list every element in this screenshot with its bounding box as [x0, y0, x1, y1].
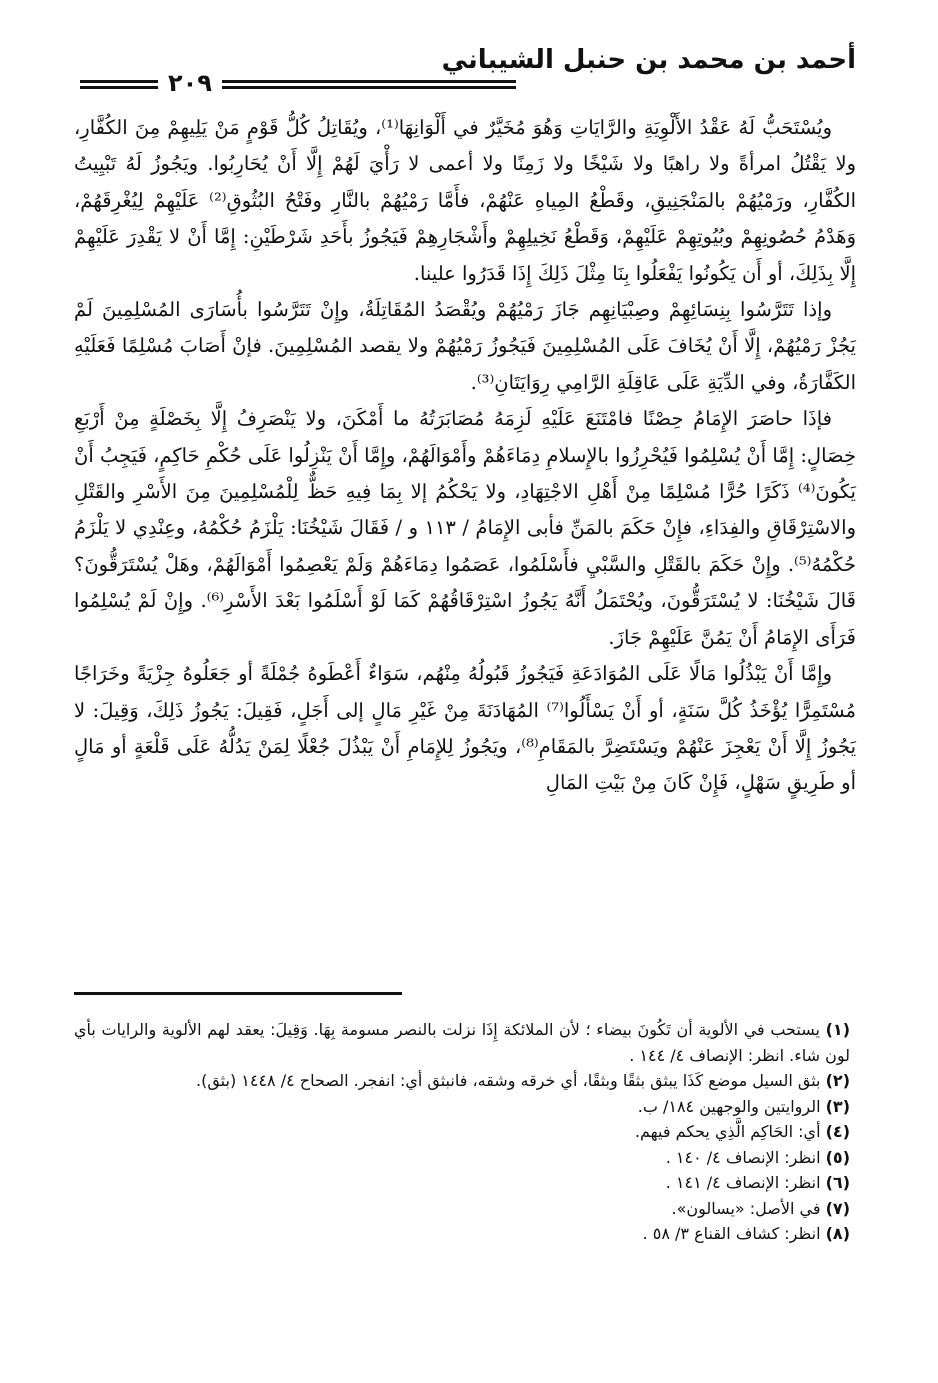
header-rule-line-top [80, 80, 516, 83]
running-title: أحمد بن محمد بن حنبل الشيباني [441, 45, 856, 75]
paragraph: وإِمَّا أَنْ يَبْذُلُوا مَالًا عَلَى المُوَادَعَةِ فَيَجُوزُ قَبُولُهُ مِنْهُم، سَوَاءٌ أَعْطَوهُ جُمْلَةً أو جَعَلُوهُ جِزْيَةً وخَرَاجًا مُسْتَمِرًّا يُؤْخَذُ كُلَّ سَنَةٍ، أو أَنْ يَسْأَلُوا⁽⁷⁾ المُهَادَنَةَ مِنْ غَيْرِ مَالٍ إلى أَجَلٍ، فَقِيلَ: يَجُوزُ ذَلِكَ، وَقِيلَ: لا يَجُوزُ إِلَّا أَنْ يَعْجِزَ عَنْهُمْ ويَسْتَضِرَّ بالمَقَامِ⁽⁸⁾، ويَجُوزُ لِلإِمَامِ أَنْ يَبْذُلَ جُعْلًا لِمَنْ يَدُلُّهُ عَلَى قَلْعَةٍ أو مَالٍ أو طَرِيقٍ سَهْلٍ، فَإِنْ كَانَ مِنْ بَيْتِ المَالِ [74, 662, 857, 795]
footnote [74, 1196, 856, 1222]
footnote-separator [74, 992, 402, 995]
footnote-number: (٥) [825, 1147, 850, 1167]
book-page [74, 40, 857, 1243]
paragraph: وإذا تَتَرَّسُوا بِنِسَائِهِمْ وصِبْيَانِهِم جَازَ رَمْيُهُمْ ويُقْصَدُ المُقَاتِلَةُ، وإِنْ تَتَرَّسُوا بأُسَارَى المُسْلِمِينَ لَمْ يَجُزْ رَمْيُهُمْ، إِلَّا أَنْ يُخَافَ عَلَى المُسْلِمِينَ فَيَجُوزُ رَمْيُهُمْ ولا يقصد المُسْلِمِينَ. فإنْ أَصَابَ مُسْلِمًا فَعَلَيْهِ الكَفَّارَةُ، وفي الدِّيَةِ عَلَى عَاقِلَةِ الرَّامِي رِوَايَتَانِ⁽³⁾. [74, 298, 856, 394]
paragraph: ويُسْتَحَبُّ لَهُ عَقْدُ الأَلْوِيَةِ والرَّايَاتِ وَهُوَ مُخَيَّرٌ في أَلْوَانِهَا⁽¹⁾، ويُقَاتِلُ كُلُّ قَوْمٍ مَنْ يَلِيهِمْ مِنَ الكُفَّارِ، ولا يَقْتُلُ امرأةً ولا راهبًا ولا شَيْخًا ولا زَمِنًا ولا أعمى لا رَأْيَ لَهُمْ إِلَّا أَنْ يُحَارِبُوا. ويَجُوزُ لَهُ تَبْيِيتُ الكُفَّارِ، ورَمْيُهُمْ بالمَنْجَنِيقِ، وقَطْعُ المِياهِ عَنْهُمْ، فأَمَّا رَمْيُهُمْ بالنَّارِ وفَتْحُ البُثُوقِ⁽²⁾ عَلَيْهِمْ لِيُغْرِقَهُمْ، وَهَدْمُ حُصُونِهِمْ وبُيُوتِهِمْ عَلَيْهِمْ، وَقَطْعُ نَخِيلِهِمْ وأَشْجَارِهِمْ فَيَجُوزُ بأَحَدِ شَرْطَيْنِ: إِمَّا أَنْ لا يَقْدِرَ عَلَيْهِمْ إِلَّا بِذَلِكَ، أو أَن يَكُونُوا يَفْعَلُوا بِنَا مِثْلَ ذَلِكَ إِذَا قَدَرُوا علينا. [74, 116, 857, 285]
footnote [74, 1119, 856, 1145]
footnote-text: الروايتين والوجهين ١٨٤/ ب. [637, 1096, 821, 1116]
footnote-number: (٢) [825, 1071, 850, 1090]
header-rule-line-bottom [80, 86, 516, 89]
footnote [74, 1094, 856, 1120]
footnotes [74, 1017, 856, 1247]
page-header [74, 40, 856, 100]
footnote [74, 1170, 856, 1196]
header-double-rule [80, 80, 516, 89]
main-text [74, 110, 856, 802]
footnote [74, 1145, 856, 1171]
footnote-number: (٦) [825, 1173, 850, 1192]
paragraph: فإذَا حاصَرَ الإِمَامُ حِصْنًا فامْتَنَعَ عَلَيْهِ لَزِمَهُ مُصَابَرَتُهُ ما أَمْكَنَ، ولا يَنْصَرِفُ إِلَّا بِخَصْلَةٍ مِنْ أَرْبَعِ خِصَالٍ: إِمَّا أَنْ يُسْلِمُوا فَيُحْرِزُوا بالإِسلامِ دِمَاءَهُمْ وأَمْوَالَهُمْ، وإِمَّا أَنْ يَنْزِلُوا عَلَى حُكْمِ حَاكِمٍ، فَيَجِبُ أَنْ يَكُونَ⁽⁴⁾ ذَكَرًا حُرًّا مُسْلِمًا مِنْ أَهْلِ الاجْتِهَادِ، ولا يَحْكُمُ إلا بِمَا فِيهِ حَظٌّ لِلْمُسْلِمِينَ مِنَ الأَسْرِ والقَتْلِ والاسْتِرْقَاقِ والفِدَاءِ، فإِنْ حَكَمَ بالمَنِّ فأبى الإِمَامُ / ١١٣ و / فَقَالَ شَيْخُنَا: يَلْزَمُ حُكْمُهُ، وعِنْدِي لا يَلْزَمُ حُكْمُهُ⁽⁵⁾. وإِنْ حَكَمَ بالقَتْلِ والسَّبْيِ فأَسْلَمُوا، عَصَمُوا دِمَاءَهُمْ وَلَمْ يَعْصِمُوا أَمْوَالَهُمْ، وهَلْ يُسْتَرَقُّونَ؟ قَالَ شَيْخُنَا: لا يُسْتَرَقُّونَ، ويُحْتَمَلُ أَنَّهُ يَجُوزُ اسْتِرْقَاقُهُمْ كَمَا لَوْ أَسْلَمُوا بَعْدَ الأَسْرِ⁽⁶⁾. وإِنْ لَمْ يُسْلِمُوا فَرَأَى الإِمَامُ أَنْ يَمُنَّ عَلَيْهِمْ جَازَ. [74, 407, 857, 649]
page-number: ٢٠٩ [158, 68, 222, 98]
footnote-text: انظر: الإنصاف ٤/ ١٤٠ . [665, 1147, 821, 1167]
footnote-text: بثق السيل موضع كَذَا يبثق بثقًا وبثقًا، أي خرقه وشقه، فانبثق أي: انفجر. الصحاح ٤/ ١٤٤٨ (بثق). [195, 1071, 821, 1090]
footnote-text: في الأصل: «يسالون». [671, 1198, 821, 1218]
footnote [74, 1017, 856, 1068]
footnote-number: (٨) [825, 1224, 850, 1243]
footnote-number: (١) [825, 1020, 850, 1039]
footnote-number: (٧) [825, 1198, 850, 1218]
footnote-number: (٣) [825, 1096, 850, 1116]
footnote-number: (٤) [825, 1122, 850, 1141]
footnote-text: انظر: الإنصاف ٤/ ١٤١ . [665, 1173, 821, 1192]
footnote-text: أي: الحَاكِم الَّذِي يحكم فيهم. [634, 1122, 821, 1141]
footnote-text: انظر: كشاف القناع ٣/ ٥٨ . [642, 1224, 821, 1243]
footnote [74, 1221, 856, 1247]
footnote [74, 1068, 856, 1094]
footnote-text: يستحب في الألوية أن تَكُونَ بيضاء ؛ لأن الملائكة إِذَا نزلت بالنصر مسومة بِهَا. وَقِيلَ: يعقد لهم الألوية والرايات بأي لون شاء. انظر: الإنصاف ٤/ ١٤٤ . [74, 1020, 850, 1065]
